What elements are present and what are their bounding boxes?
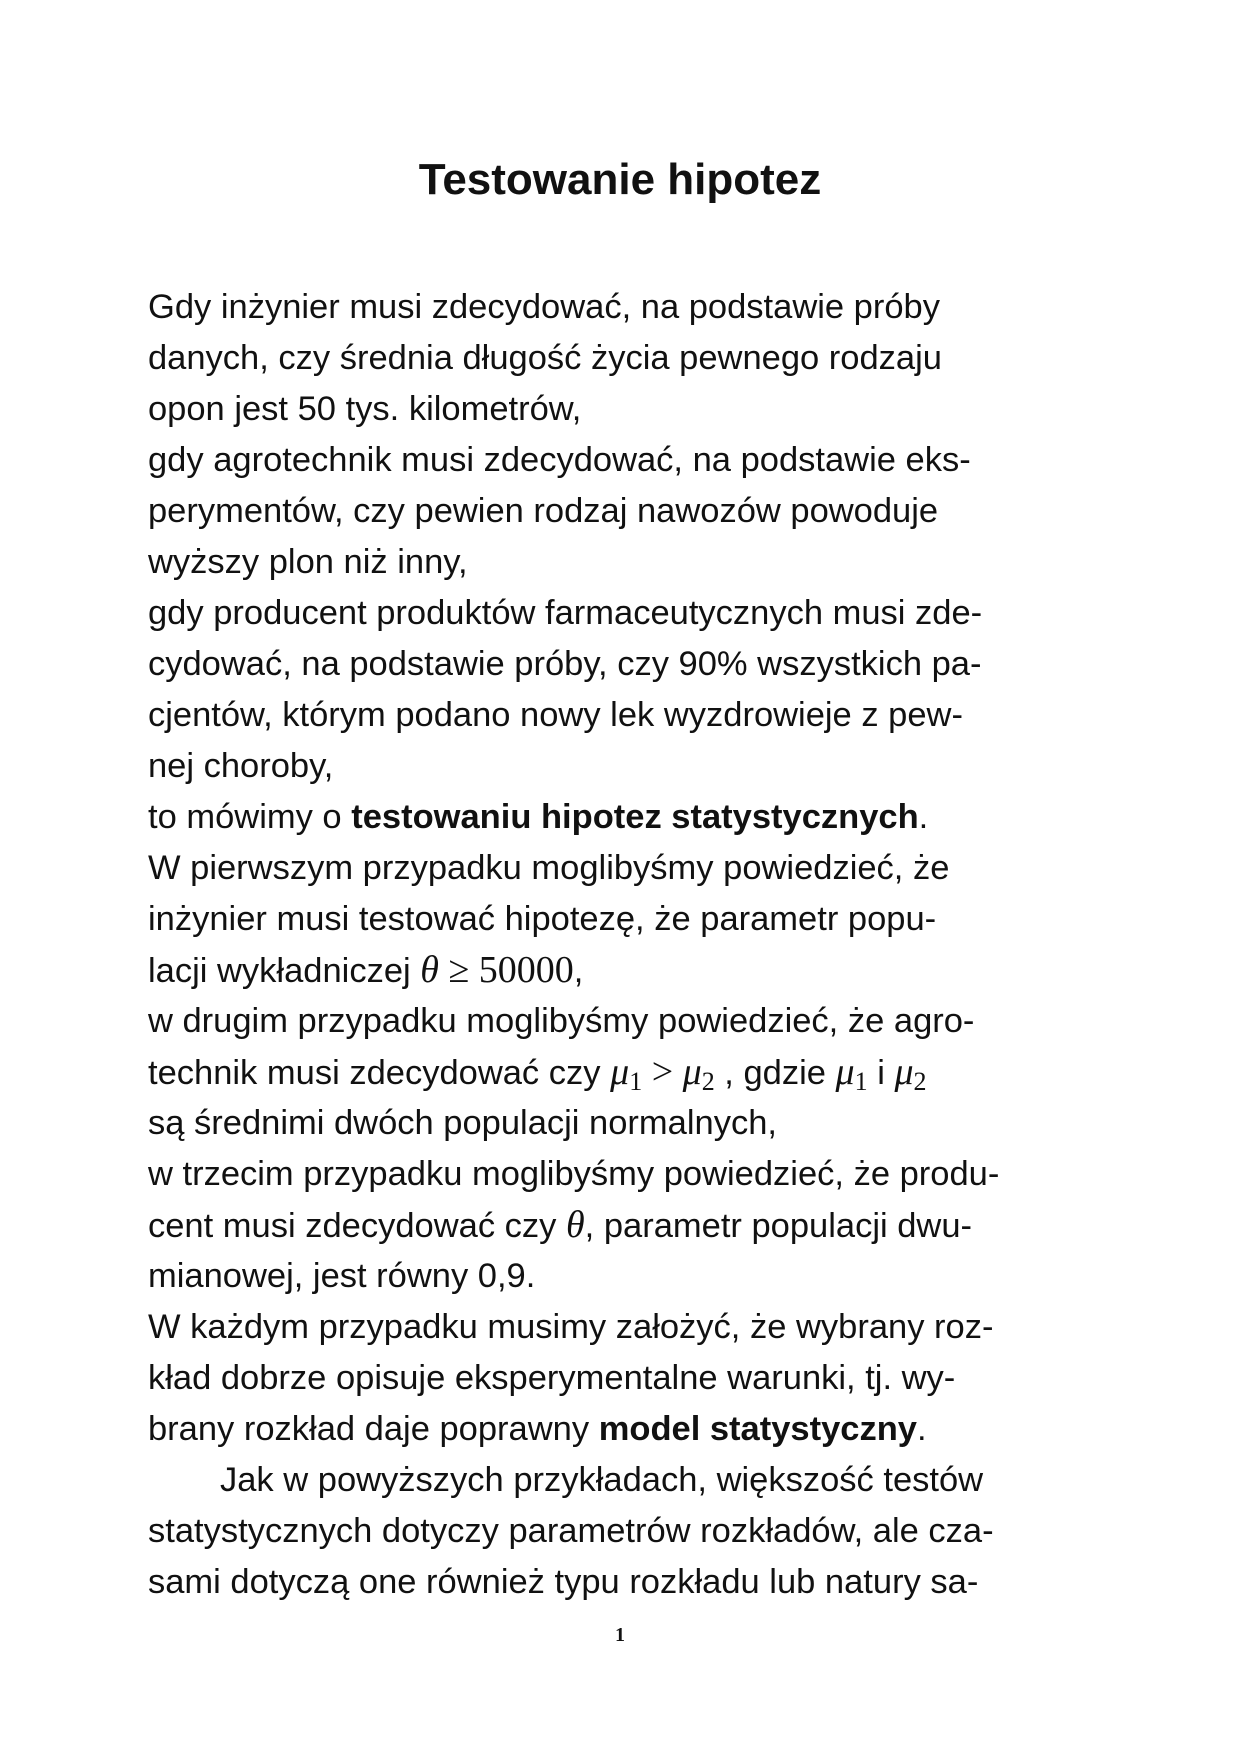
text-line: kład dobrze opisuje eksperymentalne warunki, tj. wy- — [148, 1359, 956, 1397]
text-line: Gdy inżynier musi zdecydować, na podstawie próby — [148, 288, 940, 326]
page-number: 1 — [615, 1624, 625, 1646]
math-subscript: 1 — [629, 1067, 643, 1096]
math-expression — [566, 1204, 585, 1246]
math-symbol: ≥ — [438, 949, 479, 991]
math-expression — [610, 1051, 715, 1096]
text-line — [148, 792, 1098, 843]
text-line — [148, 945, 1098, 996]
body-text — [148, 282, 1098, 1608]
text-fragment: to mówimy o — [148, 798, 352, 836]
text-line — [148, 1200, 1098, 1251]
text-line: inżynier musi testować hipotezę, że parametr popu- — [148, 900, 937, 938]
text-line: W pierwszym przypadku moglibyśmy powiedzieć, że — [148, 849, 950, 887]
text-fragment: , gdzie — [714, 1054, 836, 1092]
text-line: mianowej, jest równy 0,9. — [148, 1257, 536, 1295]
text-line: perymentów, czy pewien rodzaj nawozów powoduje — [148, 492, 939, 530]
math-subscript: 1 — [854, 1067, 868, 1096]
text-line — [148, 1404, 1098, 1455]
text-line — [148, 1047, 1098, 1098]
math-symbol: θ — [566, 1204, 585, 1246]
math-symbol: μ — [894, 1051, 914, 1093]
text-fragment: , — [573, 952, 584, 990]
math-symbol: μ — [682, 1051, 702, 1093]
math-expression — [420, 949, 574, 991]
text-line: nej choroby, — [148, 747, 334, 785]
text-line: są średnimi dwóch populacji normalnych, — [148, 1104, 777, 1142]
math-symbol: μ — [610, 1051, 630, 1093]
text-fragment: technik musi zdecydować czy — [148, 1054, 611, 1092]
text-line: W każdym przypadku musimy założyć, że wybrany roz- — [148, 1308, 994, 1346]
text-line: gdy agrotechnik musi zdecydować, na podstawie eks- — [148, 441, 971, 479]
math-subscript: 2 — [913, 1067, 927, 1096]
math-expression — [894, 1051, 927, 1096]
text-line: wyższy plon niż inny, — [148, 543, 468, 581]
text-fragment: . — [918, 798, 929, 836]
math-expression — [835, 1051, 868, 1096]
text-line: danych, czy średnia długość życia pewnego rodzaju — [148, 339, 942, 377]
page-title: Testowanie hipotez — [418, 155, 822, 204]
bold-term: model statystyczny — [598, 1410, 917, 1448]
math-subscript: 2 — [701, 1067, 715, 1096]
text-line: cydować, na podstawie próby, czy 90% wszystkich pa- — [148, 645, 982, 683]
text-line: cjentów, którym podano nowy lek wyzdrowieje z pew- — [148, 696, 963, 734]
text-line: statystycznych dotyczy parametrów rozkładów, ale cza- — [148, 1512, 994, 1550]
text-line: Jak w powyższych przykładach, większość testów — [220, 1461, 984, 1499]
text-line: gdy producent produktów farmaceutycznych musi zde- — [148, 594, 983, 632]
math-symbol: μ — [835, 1051, 855, 1093]
text-line: w trzecim przypadku moglibyśmy powiedzieć, że produ- — [148, 1155, 1000, 1193]
text-fragment: brany rozkład daje poprawny — [148, 1410, 599, 1448]
text-line: opon jest 50 tys. kilometrów, — [148, 390, 582, 428]
text-fragment: , parametr populacji dwu- — [584, 1207, 973, 1245]
math-number: 50000 — [478, 949, 574, 991]
text-fragment: i — [867, 1054, 895, 1092]
bold-term: testowaniu hipotez statystycznych — [351, 798, 919, 836]
text-line: sami dotyczą one również typu rozkładu lub natury sa- — [148, 1563, 979, 1601]
text-line: w drugim przypadku moglibyśmy powiedzieć, że agro- — [148, 1002, 975, 1040]
text-fragment: cent musi zdecydować czy — [148, 1207, 566, 1245]
math-symbol: > — [642, 1051, 683, 1093]
text-fragment: . — [916, 1410, 927, 1448]
text-fragment: lacji wykładniczej — [148, 952, 421, 990]
math-symbol: θ — [420, 949, 439, 991]
